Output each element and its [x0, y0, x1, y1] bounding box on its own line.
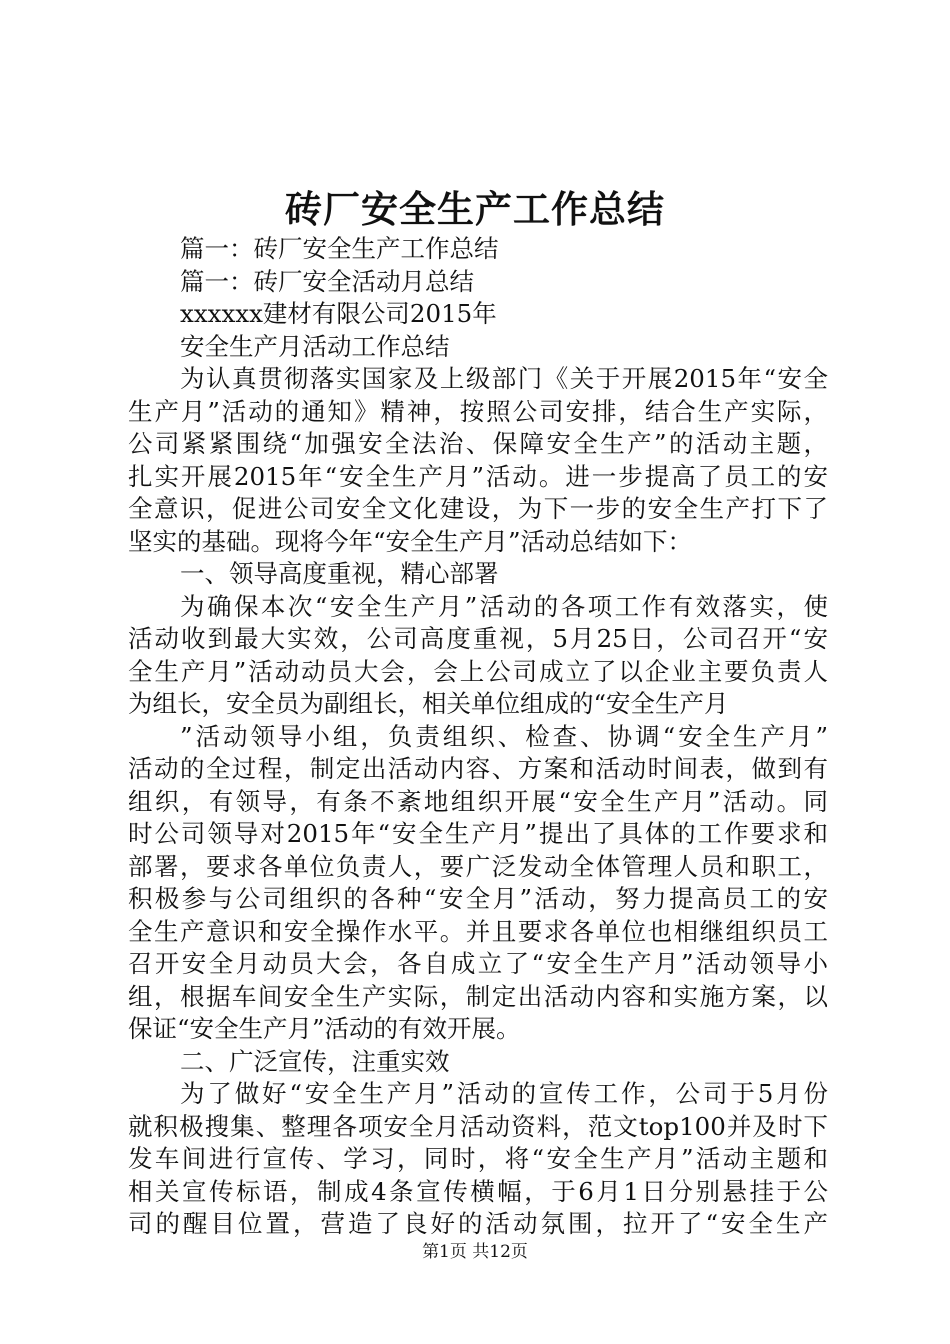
document-body: [128, 233, 828, 1241]
body-line: 组，根据车间安全生产实际，制定出活动内容和实施方案，以: [128, 981, 828, 1011]
body-line: 扎实开展2015年“安全生产月”活动。进一步提高了员工的安: [128, 461, 828, 491]
body-line: 为确保本次“安全生产月”活动的各项工作有效落实，使: [180, 591, 828, 621]
body-line: 全意识，促进公司安全文化建设，为下一步的安全生产打下了: [128, 494, 828, 523]
section-heading: 一、领导高度重视，精心部署: [180, 559, 499, 588]
body-line: 坚实的基础。现将今年“安全生产月”活动总结如下：: [128, 526, 693, 556]
body-line: 司的醒目位置，营造了良好的活动氛围，拉开了“安全生产: [128, 1209, 828, 1238]
body-line: 就积极搜集、整理各项安全月活动资料，范文top100并及时下: [128, 1111, 828, 1141]
body-line: 积极参与公司组织的各种“安全月”活动，努力提高员工的安: [128, 884, 828, 913]
body-line: 全生产意识和安全操作水平。并且要求各单位也相继组织员工: [128, 916, 828, 946]
body-line: 召开安全月动员大会，各自成立了“安全生产月”活动领导小: [128, 949, 828, 978]
body-line: 保证“安全生产月”活动的有效开展。: [128, 1014, 521, 1043]
body-line: 生产月”活动的通知》精神，按照公司安排，结合生产实际，: [128, 396, 828, 426]
body-line: 为认真贯彻落实国家及上级部门《关于开展2015年“安全: [180, 364, 828, 393]
body-line: xxxxxx建材有限公司2015年: [180, 299, 497, 328]
page-footer: [0, 1240, 950, 1264]
body-line: 组织，有领导，有条不紊地组织开展“安全生产月”活动。同: [128, 786, 828, 816]
body-line: 活动的全过程，制定出活动内容、方案和活动时间表，做到有: [128, 754, 828, 783]
body-line: 篇一：砖厂安全活动月总结: [180, 266, 474, 296]
body-line: 公司紧紧围绕“加强安全法治、保障安全生产”的活动主题，: [128, 429, 828, 458]
body-line: 时公司领导对2015年“安全生产月”提出了具体的工作要求和: [128, 819, 828, 848]
body-line: 发车间进行宣传、学习，同时，将“安全生产月”活动主题和: [128, 1144, 828, 1173]
body-line: 活动收到最大实效，公司高度重视，5月25日，公司召开“安: [128, 624, 828, 653]
body-line: 全生产月”活动动员大会，会上公司成立了以企业主要负责人: [128, 656, 828, 686]
body-line: 安全生产月活动工作总结: [180, 331, 450, 361]
page-indicator: 第1页 共12页: [422, 1242, 528, 1262]
body-line: 相关宣传标语，制成4条宣传横幅，于6月1日分别悬挂于公: [128, 1176, 828, 1206]
document-title: 砖厂安全生产工作总结: [285, 187, 665, 231]
body-line: 为组长，安全员为副组长，相关单位组成的“安全生产月: [128, 689, 729, 718]
body-line: ”活动领导小组，负责组织、检查、协调“安全生产月”: [180, 721, 828, 751]
section-heading: 二、广泛宣传，注重实效: [180, 1046, 450, 1076]
body-line: 部署，要求各单位负责人，要广泛发动全体管理人员和职工，: [128, 851, 828, 881]
body-line: 为了做好“安全生产月”活动的宣传工作，公司于5月份: [180, 1079, 828, 1108]
body-line: 篇一：砖厂安全生产工作总结: [180, 234, 499, 263]
